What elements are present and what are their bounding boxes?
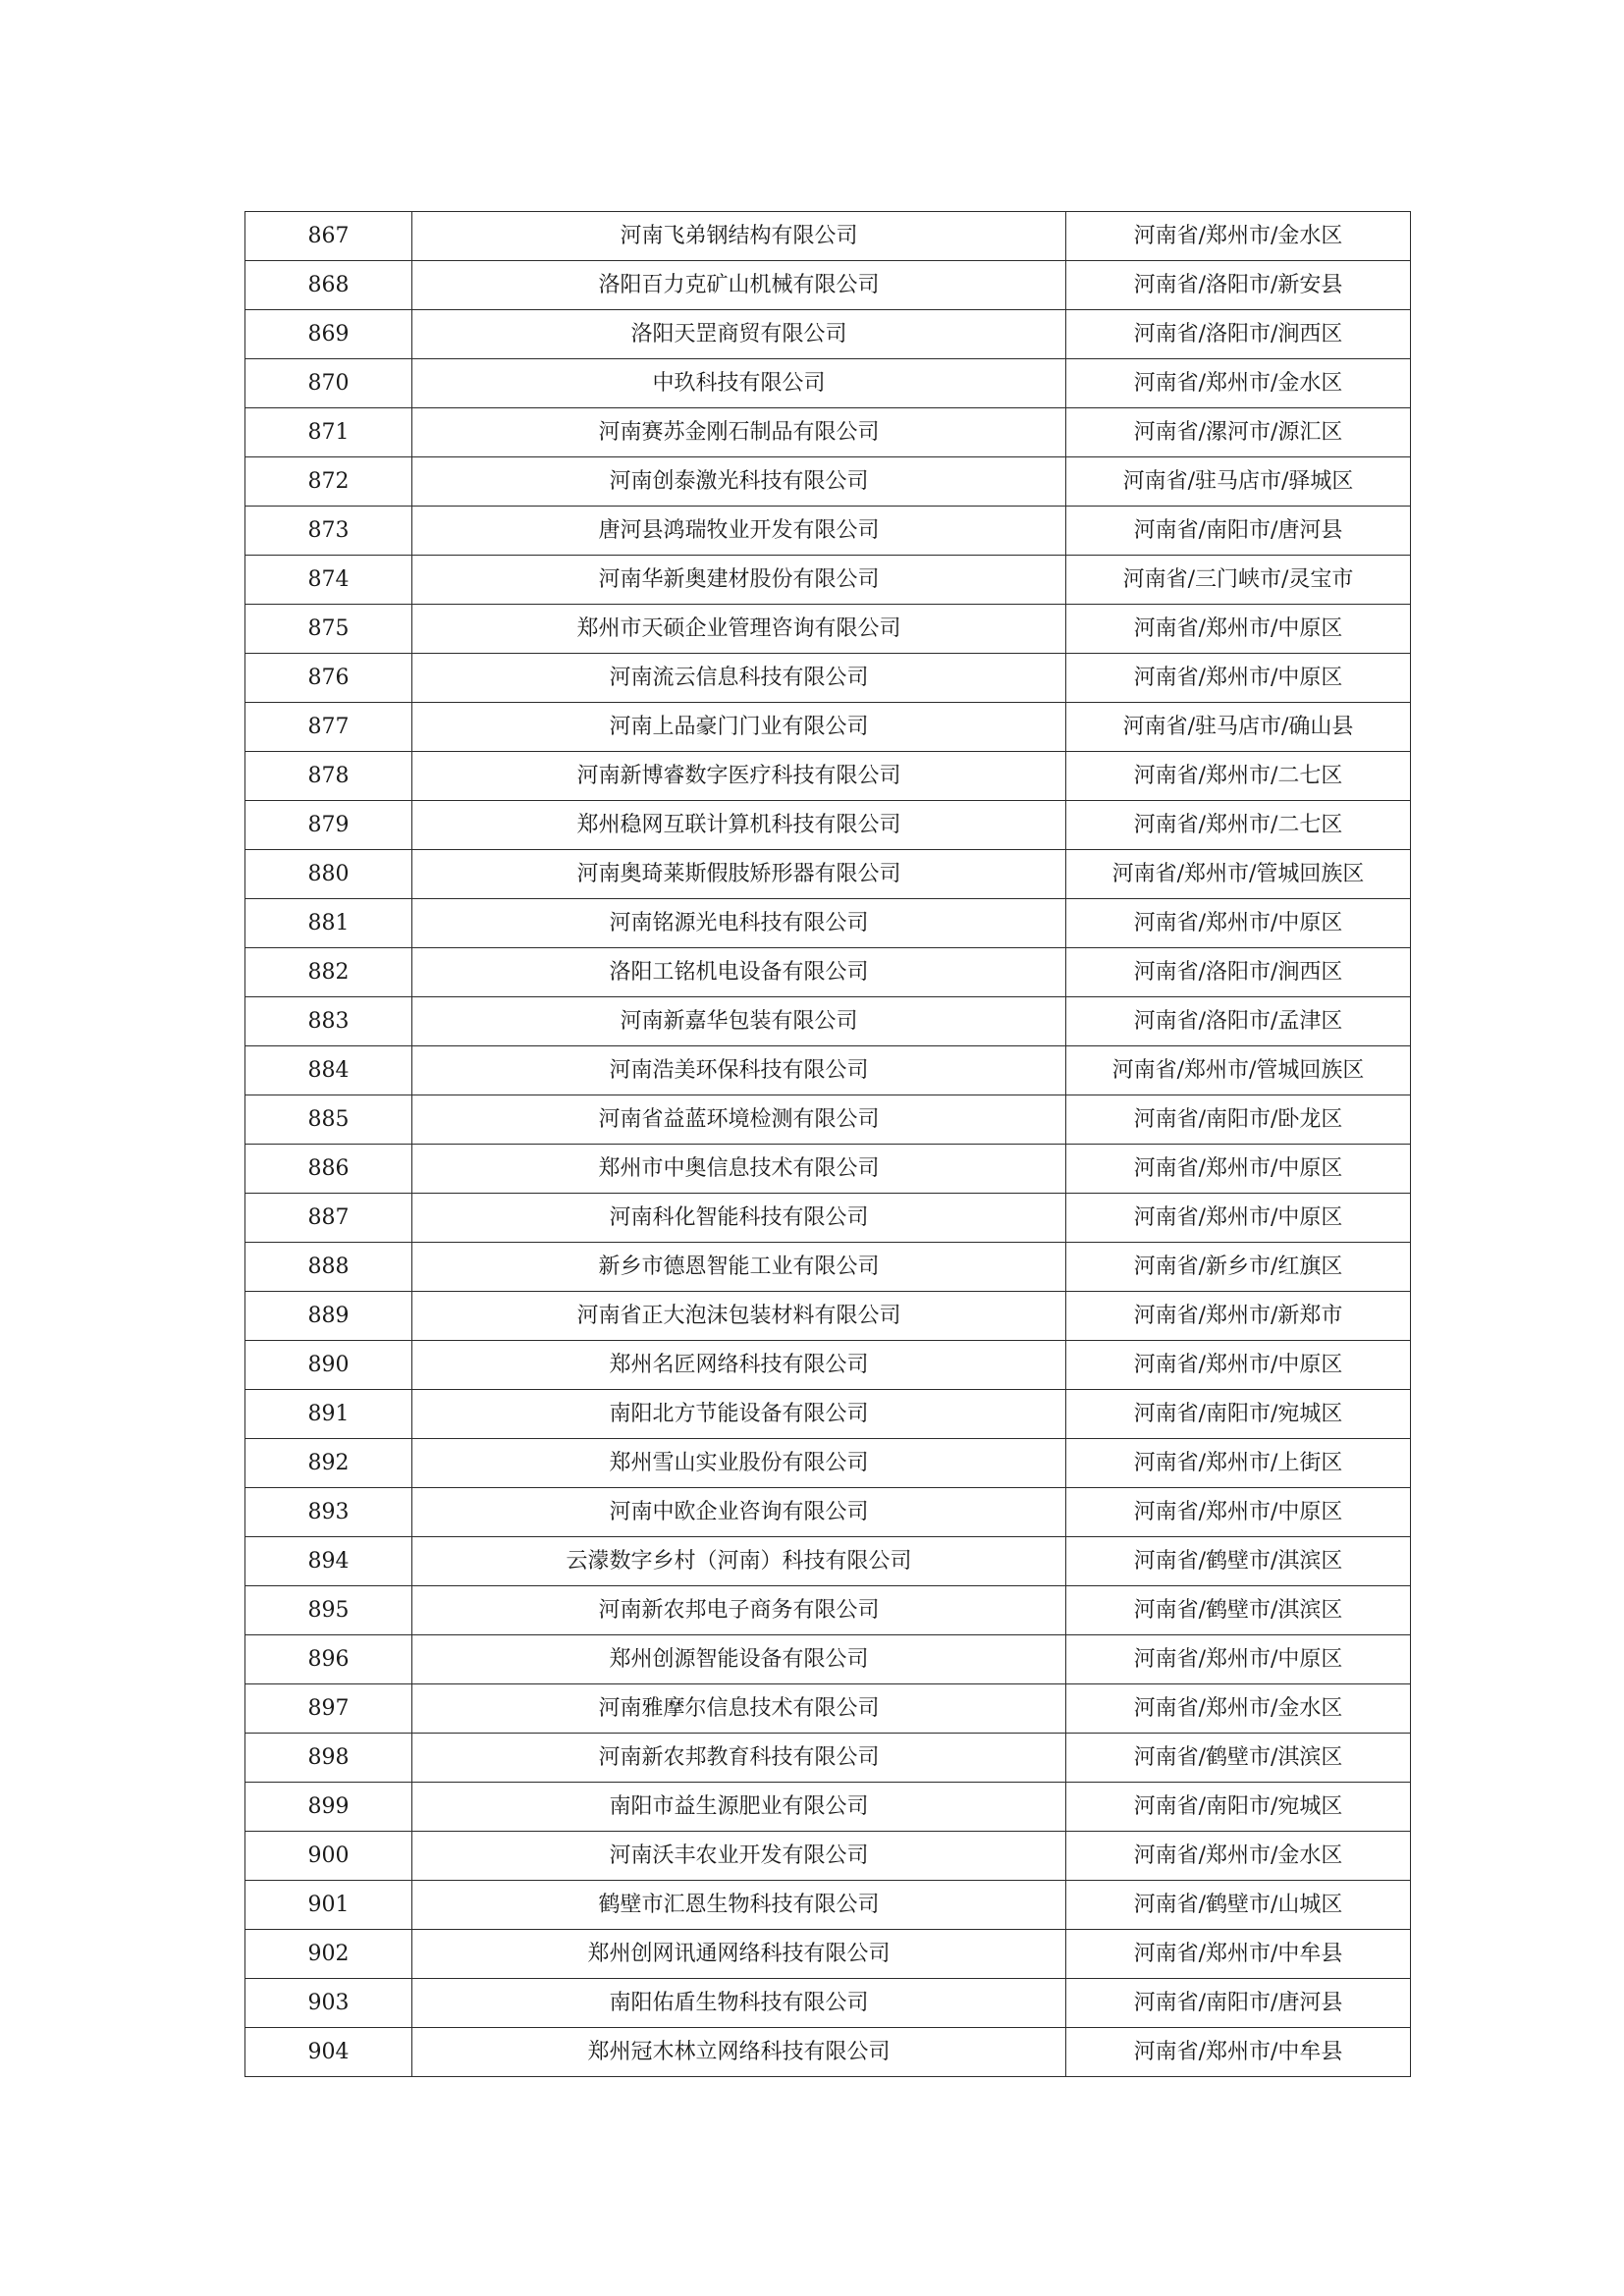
company-name: 河南新农邦电子商务有限公司 [412,1586,1066,1635]
row-number: 899 [245,1783,412,1832]
table-row [245,752,1411,801]
company-region: 河南省/郑州市/中原区 [1066,654,1411,703]
company-region: 河南省/新乡市/红旗区 [1066,1243,1411,1292]
company-name: 洛阳工铭机电设备有限公司 [412,948,1066,997]
table-row [245,261,1411,310]
company-region: 河南省/郑州市/新郑市 [1066,1292,1411,1341]
company-name: 郑州市天硕企业管理咨询有限公司 [412,605,1066,654]
company-region: 河南省/洛阳市/涧西区 [1066,948,1411,997]
company-region: 河南省/郑州市/二七区 [1066,752,1411,801]
company-name: 郑州名匠网络科技有限公司 [412,1341,1066,1390]
row-number: 886 [245,1145,412,1194]
table-row [245,1979,1411,2028]
company-name: 郑州创网讯通网络科技有限公司 [412,1930,1066,1979]
company-name: 郑州市中奥信息技术有限公司 [412,1145,1066,1194]
table-row [245,1390,1411,1439]
row-number: 902 [245,1930,412,1979]
table-row [245,359,1411,408]
company-name: 河南铭源光电科技有限公司 [412,899,1066,948]
table-row [245,1586,1411,1635]
table-row [245,1734,1411,1783]
row-number: 867 [245,212,412,261]
row-number: 900 [245,1832,412,1881]
company-name: 中玖科技有限公司 [412,359,1066,408]
table-row [245,801,1411,850]
row-number: 874 [245,556,412,605]
company-name: 郑州冠木林立网络科技有限公司 [412,2028,1066,2077]
row-number: 894 [245,1537,412,1586]
company-name: 南阳市益生源肥业有限公司 [412,1783,1066,1832]
company-name: 河南上品豪门门业有限公司 [412,703,1066,752]
company-name: 河南沃丰农业开发有限公司 [412,1832,1066,1881]
row-number: 876 [245,654,412,703]
table-row [245,1439,1411,1488]
company-name: 河南省益蓝环境检测有限公司 [412,1095,1066,1145]
table-row [245,1046,1411,1095]
row-number: 889 [245,1292,412,1341]
row-number: 885 [245,1095,412,1145]
company-name: 河南新嘉华包装有限公司 [412,997,1066,1046]
company-name: 河南雅摩尔信息技术有限公司 [412,1684,1066,1734]
row-number: 897 [245,1684,412,1734]
company-region: 河南省/驻马店市/确山县 [1066,703,1411,752]
company-table [244,211,1411,2077]
table-row [245,1194,1411,1243]
table-row [245,605,1411,654]
table-row [245,1292,1411,1341]
row-number: 877 [245,703,412,752]
company-region: 河南省/郑州市/中原区 [1066,1635,1411,1684]
company-name: 河南浩美环保科技有限公司 [412,1046,1066,1095]
table-row [245,1341,1411,1390]
row-number: 892 [245,1439,412,1488]
table-row [245,2028,1411,2077]
row-number: 901 [245,1881,412,1930]
company-region: 河南省/郑州市/金水区 [1066,1684,1411,1734]
table-row [245,310,1411,359]
table-row [245,556,1411,605]
company-region: 河南省/南阳市/唐河县 [1066,507,1411,556]
company-name: 郑州稳网互联计算机科技有限公司 [412,801,1066,850]
company-region: 河南省/郑州市/管城回族区 [1066,850,1411,899]
company-name: 新乡市德恩智能工业有限公司 [412,1243,1066,1292]
company-name: 洛阳百力克矿山机械有限公司 [412,261,1066,310]
company-region: 河南省/鹤壁市/淇滨区 [1066,1586,1411,1635]
company-region: 河南省/郑州市/中牟县 [1066,2028,1411,2077]
table-row [245,408,1411,457]
row-number: 881 [245,899,412,948]
company-region: 河南省/南阳市/卧龙区 [1066,1095,1411,1145]
row-number: 903 [245,1979,412,2028]
company-region: 河南省/郑州市/中原区 [1066,1341,1411,1390]
table-row [245,1832,1411,1881]
table-row [245,1881,1411,1930]
company-name: 南阳北方节能设备有限公司 [412,1390,1066,1439]
company-table-body [245,212,1411,2077]
company-name: 河南省正大泡沫包装材料有限公司 [412,1292,1066,1341]
table-row [245,703,1411,752]
table-row [245,850,1411,899]
company-region: 河南省/郑州市/二七区 [1066,801,1411,850]
company-region: 河南省/南阳市/唐河县 [1066,1979,1411,2028]
company-region: 河南省/洛阳市/新安县 [1066,261,1411,310]
company-name: 河南流云信息科技有限公司 [412,654,1066,703]
company-region: 河南省/鹤壁市/山城区 [1066,1881,1411,1930]
company-region: 河南省/郑州市/中牟县 [1066,1930,1411,1979]
company-region: 河南省/郑州市/上街区 [1066,1439,1411,1488]
row-number: 878 [245,752,412,801]
row-number: 880 [245,850,412,899]
company-name: 河南华新奥建材股份有限公司 [412,556,1066,605]
row-number: 868 [245,261,412,310]
company-region: 河南省/郑州市/中原区 [1066,1194,1411,1243]
row-number: 893 [245,1488,412,1537]
row-number: 896 [245,1635,412,1684]
table-row [245,457,1411,507]
row-number: 898 [245,1734,412,1783]
row-number: 887 [245,1194,412,1243]
company-region: 河南省/南阳市/宛城区 [1066,1783,1411,1832]
row-number: 882 [245,948,412,997]
row-number: 891 [245,1390,412,1439]
company-name: 云濛数字乡村（河南）科技有限公司 [412,1537,1066,1586]
company-name: 南阳佑盾生物科技有限公司 [412,1979,1066,2028]
company-name: 河南中欧企业咨询有限公司 [412,1488,1066,1537]
table-row [245,948,1411,997]
table-row [245,1684,1411,1734]
company-region: 河南省/郑州市/中原区 [1066,605,1411,654]
company-region: 河南省/郑州市/金水区 [1066,212,1411,261]
row-number: 870 [245,359,412,408]
company-region: 河南省/洛阳市/孟津区 [1066,997,1411,1046]
table-row [245,1930,1411,1979]
company-region: 河南省/鹤壁市/淇滨区 [1066,1537,1411,1586]
company-name: 唐河县鸿瑞牧业开发有限公司 [412,507,1066,556]
row-number: 884 [245,1046,412,1095]
company-region: 河南省/郑州市/金水区 [1066,1832,1411,1881]
company-name: 郑州创源智能设备有限公司 [412,1635,1066,1684]
row-number: 871 [245,408,412,457]
company-name: 郑州雪山实业股份有限公司 [412,1439,1066,1488]
table-row [245,1537,1411,1586]
company-region: 河南省/郑州市/中原区 [1066,1488,1411,1537]
company-name: 鹤壁市汇恩生物科技有限公司 [412,1881,1066,1930]
company-name: 洛阳天罡商贸有限公司 [412,310,1066,359]
row-number: 872 [245,457,412,507]
table-row [245,212,1411,261]
company-name: 河南新农邦教育科技有限公司 [412,1734,1066,1783]
company-region: 河南省/南阳市/宛城区 [1066,1390,1411,1439]
company-name: 河南奥琦莱斯假肢矫形器有限公司 [412,850,1066,899]
company-name: 河南科化智能科技有限公司 [412,1194,1066,1243]
table-row [245,1095,1411,1145]
row-number: 904 [245,2028,412,2077]
table-row [245,654,1411,703]
table-row [245,1243,1411,1292]
row-number: 873 [245,507,412,556]
table-row [245,507,1411,556]
row-number: 883 [245,997,412,1046]
table-row [245,1145,1411,1194]
company-region: 河南省/洛阳市/涧西区 [1066,310,1411,359]
row-number: 895 [245,1586,412,1635]
row-number: 875 [245,605,412,654]
company-name: 河南赛苏金刚石制品有限公司 [412,408,1066,457]
company-name: 河南创泰激光科技有限公司 [412,457,1066,507]
company-name: 河南飞弟钢结构有限公司 [412,212,1066,261]
table-row [245,1783,1411,1832]
company-name: 河南新博睿数字医疗科技有限公司 [412,752,1066,801]
company-region: 河南省/郑州市/中原区 [1066,899,1411,948]
row-number: 890 [245,1341,412,1390]
company-region: 河南省/驻马店市/驿城区 [1066,457,1411,507]
table-row [245,899,1411,948]
table-row [245,1635,1411,1684]
table-row [245,997,1411,1046]
row-number: 888 [245,1243,412,1292]
company-region: 河南省/漯河市/源汇区 [1066,408,1411,457]
company-region: 河南省/鹤壁市/淇滨区 [1066,1734,1411,1783]
company-region: 河南省/郑州市/管城回族区 [1066,1046,1411,1095]
company-region: 河南省/三门峡市/灵宝市 [1066,556,1411,605]
company-region: 河南省/郑州市/金水区 [1066,359,1411,408]
row-number: 869 [245,310,412,359]
row-number: 879 [245,801,412,850]
table-row [245,1488,1411,1537]
company-region: 河南省/郑州市/中原区 [1066,1145,1411,1194]
